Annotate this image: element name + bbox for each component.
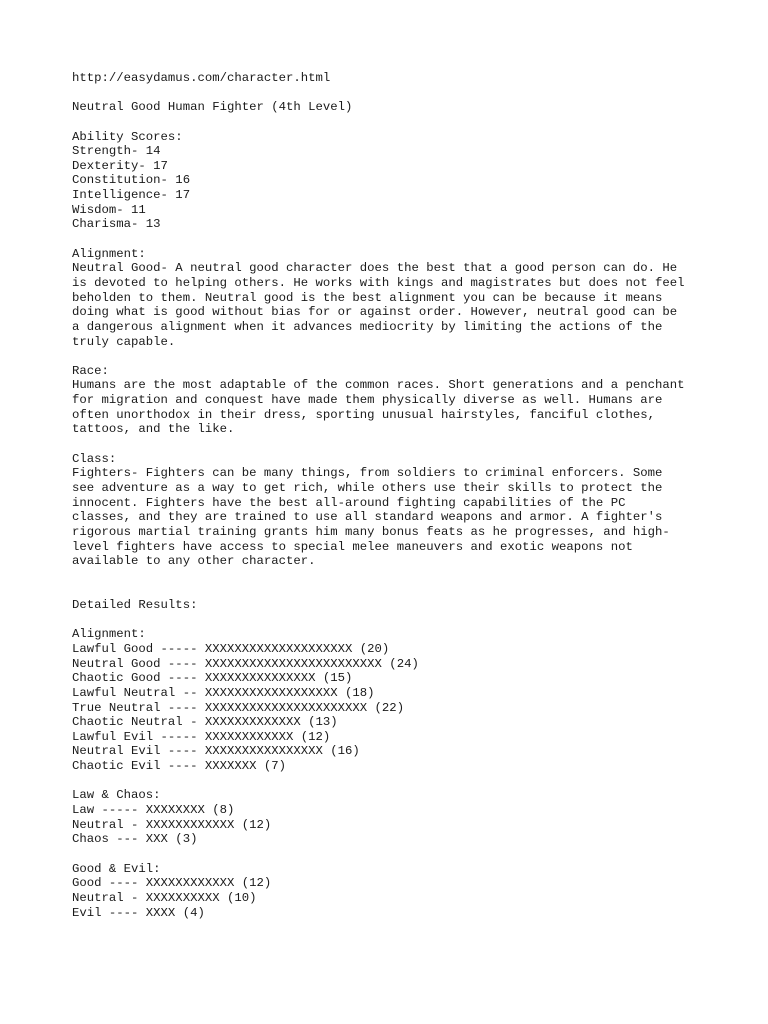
text-line: available to any other character. <box>72 554 316 569</box>
spacer <box>72 583 752 598</box>
result-row: Good ---- XXXXXXXXXXXX (12) <box>72 876 272 891</box>
race-section <box>72 364 752 437</box>
ability-score: Constitution- 16 <box>72 173 191 188</box>
detailed-results-section <box>72 598 752 920</box>
result-row: Neutral Good ---- XXXXXXXXXXXXXXXXXXXXXXXX (24) <box>72 656 419 671</box>
text-line: beholden to them. Neutral good is the best alignment you can be because it means <box>72 290 663 305</box>
alignment-section <box>72 247 752 349</box>
spacer <box>72 86 752 101</box>
text-line: innocent. Fighters have the best all-around fighting capabilities of the PC <box>72 495 626 510</box>
spacer <box>72 349 752 364</box>
race-heading: Race: <box>72 363 109 378</box>
result-row: Neutral - XXXXXXXXXX (10) <box>72 890 257 905</box>
text-line: doing what is good without bias for or against order. However, neutral good can be <box>72 305 678 320</box>
detailed-results-heading: Detailed Results: <box>72 598 198 613</box>
ability-score: Strength- 14 <box>72 144 161 159</box>
text-line: classes, and they are trained to use all standard weapons and armor. A fighter's <box>72 510 663 525</box>
result-row: Chaos --- XXX (3) <box>72 832 198 847</box>
ability-scores-section <box>72 130 752 232</box>
ability-score: Charisma- 13 <box>72 217 161 232</box>
text-line: truly capable. <box>72 334 176 349</box>
text-line: Humans are the most adaptable of the common races. Short generations and a penchant <box>72 378 685 393</box>
spacer <box>72 232 752 247</box>
spacer <box>72 847 752 862</box>
source-url: http://easydamus.com/character.html <box>72 71 331 85</box>
class-section <box>72 452 752 569</box>
text-line: tattoos, and the like. <box>72 422 235 437</box>
character-title: Neutral Good Human Fighter (4th Level) <box>72 100 353 115</box>
text-line: for migration and conquest have made them physically diverse as well. Humans are <box>72 393 663 408</box>
alignment-results-heading: Alignment: <box>72 627 146 642</box>
ability-score: Intelligence- 17 <box>72 188 191 203</box>
spacer <box>72 774 752 789</box>
class-heading: Class: <box>72 451 117 466</box>
result-row: Neutral Evil ---- XXXXXXXXXXXXXXXX (16) <box>72 744 360 759</box>
text-line: Neutral Good- A neutral good character does the best that a good person can do. He <box>72 261 678 276</box>
result-row: Lawful Evil ----- XXXXXXXXXXXX (12) <box>72 729 331 744</box>
law-chaos-heading: Law & Chaos: <box>72 788 161 803</box>
result-row: True Neutral ---- XXXXXXXXXXXXXXXXXXXXXX (22) <box>72 700 405 715</box>
document-page <box>72 71 752 920</box>
spacer <box>72 115 752 130</box>
text-line: often unorthodox in their dress, sporting unusual hairstyles, fanciful clothes, <box>72 407 655 422</box>
text-line: a dangerous alignment when it advances mediocrity by limiting the actions of the <box>72 319 663 334</box>
text-line: see adventure as a way to get rich, while others use their skills to protect the <box>72 480 663 495</box>
result-row: Lawful Neutral -- XXXXXXXXXXXXXXXXXX (18) <box>72 685 375 700</box>
text-line: rigorous martial training grants him many bonus feats as he progresses, and high- <box>72 524 670 539</box>
ability-scores-heading: Ability Scores: <box>72 129 183 144</box>
spacer <box>72 437 752 452</box>
good-evil-results <box>72 862 752 921</box>
text-line: is devoted to helping others. He works with kings and magistrates but does not feel <box>72 275 685 290</box>
alignment-results <box>72 627 752 773</box>
result-row: Chaotic Good ---- XXXXXXXXXXXXXXX (15) <box>72 671 353 686</box>
result-row: Law ----- XXXXXXXX (8) <box>72 803 235 818</box>
ability-score: Dexterity- 17 <box>72 158 168 173</box>
result-row: Evil ---- XXXX (4) <box>72 905 205 920</box>
spacer <box>72 613 752 628</box>
result-row: Chaotic Evil ---- XXXXXXX (7) <box>72 759 287 774</box>
law-chaos-results <box>72 788 752 847</box>
result-row: Neutral - XXXXXXXXXXXX (12) <box>72 817 272 832</box>
result-row: Chaotic Neutral - XXXXXXXXXXXXX (13) <box>72 715 338 730</box>
alignment-heading: Alignment: <box>72 246 146 261</box>
spacer <box>72 569 752 584</box>
good-evil-heading: Good & Evil: <box>72 861 161 876</box>
ability-score: Wisdom- 11 <box>72 202 146 217</box>
result-row: Lawful Good ----- XXXXXXXXXXXXXXXXXXXX (20) <box>72 641 390 656</box>
text-line: level fighters have access to special melee maneuvers and exotic weapons not <box>72 539 633 554</box>
text-line: Fighters- Fighters can be many things, from soldiers to criminal enforcers. Some <box>72 466 663 481</box>
